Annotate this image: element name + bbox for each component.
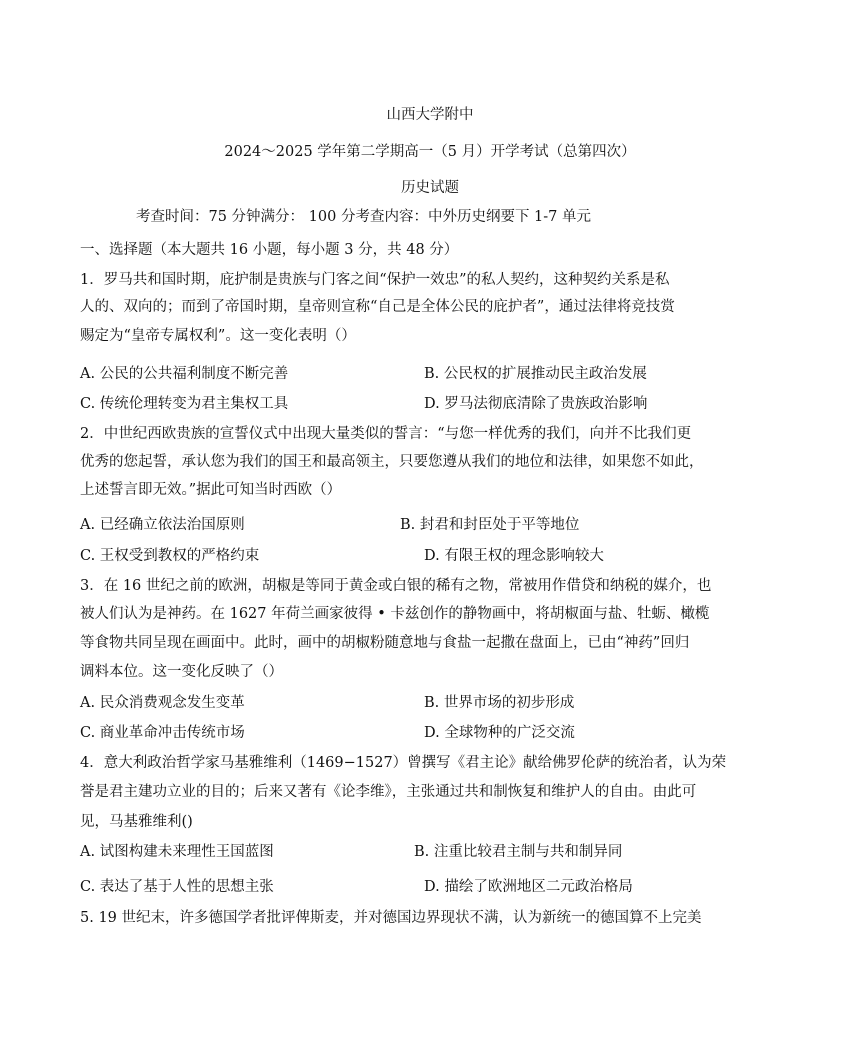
- option-b: B. 注重比较君主制与共和制异同: [414, 844, 623, 860]
- question-text-line: 5. 19 世纪末，许多德国学者批评俾斯麦，并对德国边界现状不满，认为新统一的德国算不上完美: [80, 910, 702, 926]
- option-c: C. 表达了基于人性的思想主张: [80, 879, 274, 895]
- question-text-line: 3．在 16 世纪之前的欧洲，胡椒是等同于黄金或白银的稀有之物，常被用作借贷和纳税的媒介，也: [80, 578, 712, 594]
- option-d: D. 全球物种的广泛交流: [424, 725, 575, 741]
- option-d: D. 有限王权的理念影响较大: [424, 548, 604, 564]
- option-c: C. 商业革命冲击传统市场: [80, 725, 245, 741]
- question-text-line: 2．中世纪西欧贵族的宣誓仪式中出现大量类似的誓言：“与您一样优秀的我们，向并不比我们更: [80, 426, 692, 442]
- option-d: D. 描绘了欧洲地区二元政治格局: [424, 879, 633, 895]
- option-d: D. 罗马法彻底清除了贵族政治影响: [424, 396, 648, 412]
- option-b: B. 世界市场的初步形成: [424, 695, 575, 711]
- question-text-line: 誉是君主建功立业的目的；后来又著有《论李维》，主张通过共和制恢复和维护人的自由。由此可: [80, 784, 697, 800]
- subject-title: 历史试题: [401, 180, 459, 196]
- question-text-line: 1．罗马共和国时期，庇护制是贵族与门客之间“保护一效忠”的私人契约，这种契约关系是私: [80, 272, 670, 288]
- option-a: A. 民众消费观念发生变革: [80, 695, 245, 711]
- section-title: 一、选择题（本大题共 16 小题，每小题 3 分，共 48 分）: [80, 242, 459, 258]
- exam-title: 2024～2025 学年第二学期高一（5 月）开学考试（总第四次）: [224, 144, 636, 160]
- option-b: B. 公民权的扩展推动民主政治发展: [424, 366, 647, 382]
- school-name: 山西大学附中: [386, 107, 474, 123]
- option-a: A. 试图构建未来理性王国蓝图: [80, 844, 274, 860]
- option-c: C. 传统伦理转变为君主集权工具: [80, 396, 289, 412]
- question-text-line: 人的、双向的；而到了帝国时期，皇帝则宣称“自己是全体公民的庇护者”，通过法律将竞技赏: [80, 299, 675, 315]
- question-text-line: 被人们认为是神药。在 1627 年荷兰画家彼得 • 卡兹创作的静物画中，将胡椒面与盐、牡蛎、橄榄: [80, 606, 710, 622]
- question-text-line: 调料本位。这一变化反映了（）: [80, 664, 283, 680]
- option-a: A. 已经确立依法治国原则: [80, 517, 245, 533]
- option-b: B. 封君和封臣处于平等地位: [400, 517, 580, 533]
- question-text-line: 等食物共同呈现在画面中。此时，画中的胡椒粉随意地与食盐一起撒在盘面上，已由“神药”回归: [80, 635, 690, 651]
- question-text-line: 见，马基雅维利(): [80, 814, 193, 830]
- question-text-line: 上述誓言即无效。”据此可知当时西欧（）: [80, 482, 342, 498]
- option-c: C. 王权受到教权的严格约束: [80, 548, 260, 564]
- option-a: A. 公民的公共福利制度不断完善: [80, 366, 289, 382]
- question-text-line: 优秀的您起誓，承认您为我们的国王和最高领主，只要您遵从我们的地位和法律，如果您不如此，: [80, 454, 704, 470]
- question-text-line: 4．意大利政治哲学家马基雅维利（1469−1527）曾撰写《君主论》献给佛罗伦萨的统治者，认为荣: [80, 755, 727, 771]
- question-text-line: 赐定为“皇帝专属权利”。这一变化表明（）: [80, 328, 356, 344]
- exam-info: 考查时间：75 分钟满分： 100 分考查内容：中外历史纲要下 1-7 单元: [136, 209, 592, 225]
